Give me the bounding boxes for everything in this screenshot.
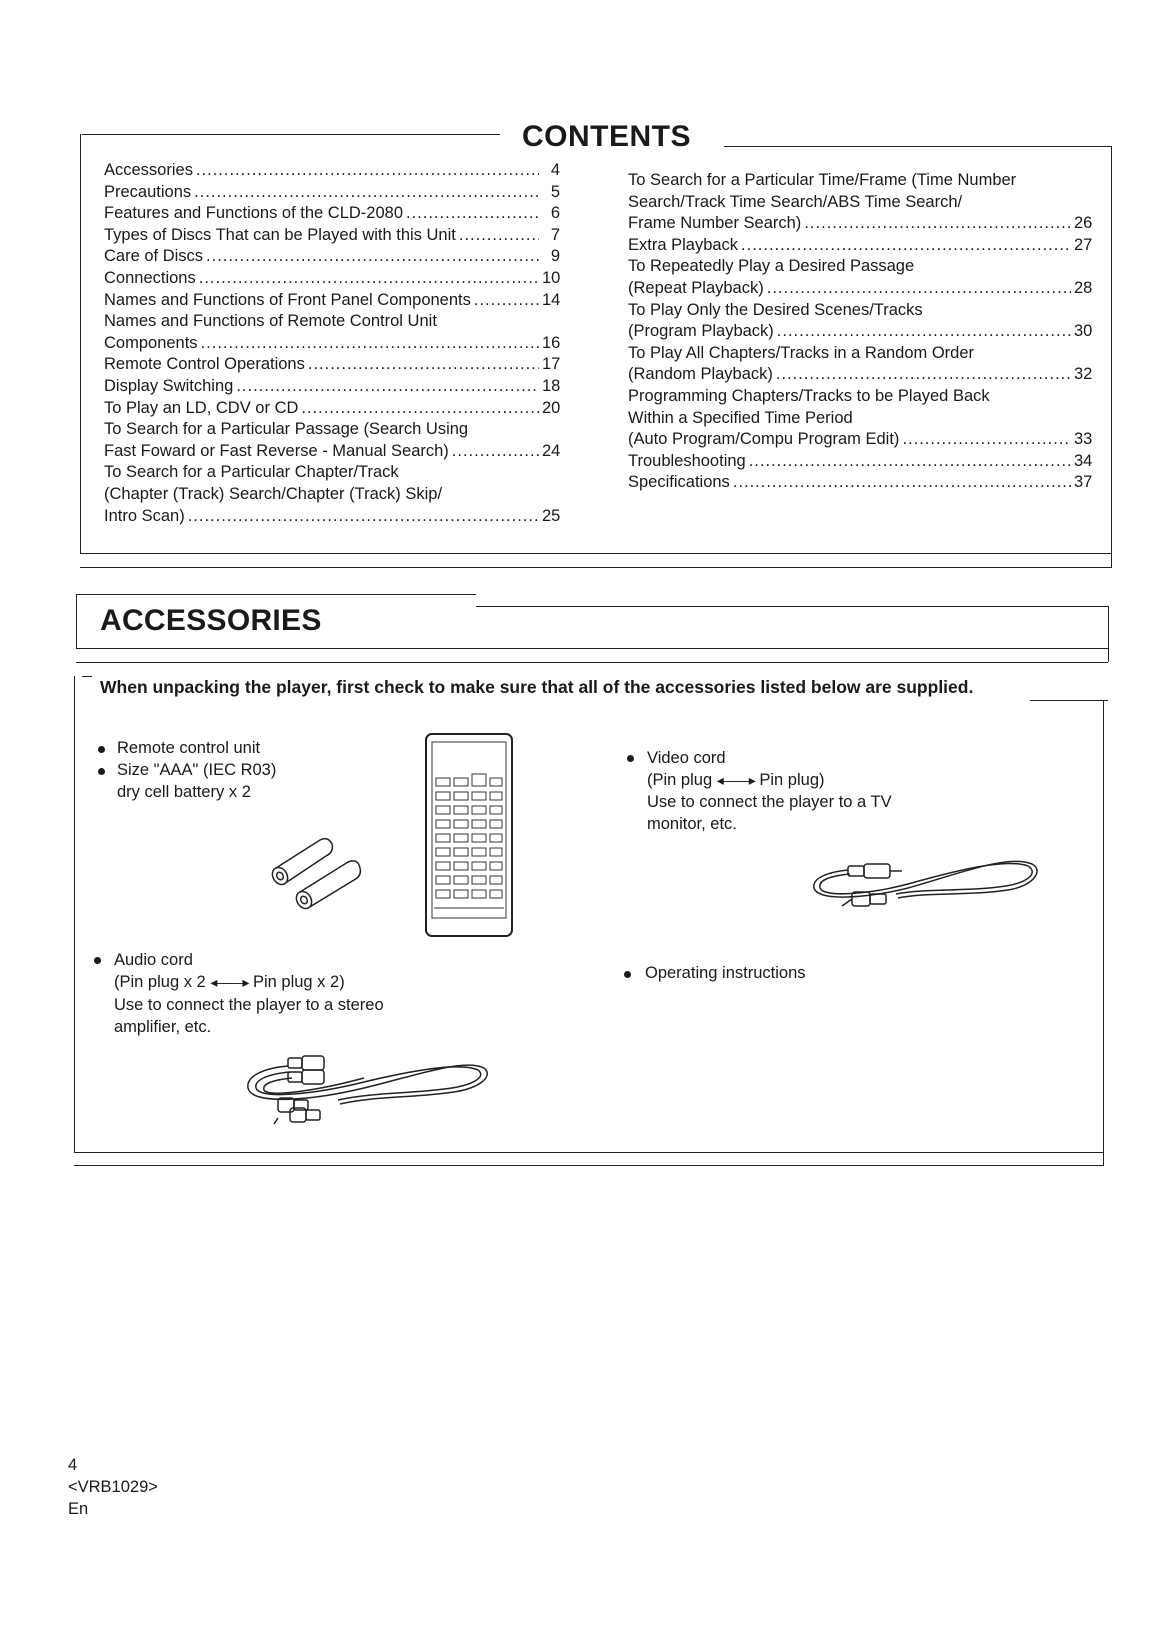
- toc-leader-dots: [902, 429, 1071, 451]
- bullet: [98, 746, 105, 753]
- toc-entry-text: Names and Functions of Remote Control Unit: [104, 312, 437, 331]
- toc-page-number: 10: [542, 268, 561, 287]
- accessories-title: ACCESSORIES: [100, 604, 322, 637]
- toc-entry-text: Troubleshooting: [628, 451, 746, 470]
- video-cord-plugs: [647, 770, 825, 792]
- toc-leader-dots: [236, 376, 539, 398]
- toc-entry: [104, 268, 560, 290]
- toc-page-number: 9: [550, 247, 560, 266]
- toc-page-number: 32: [1074, 365, 1093, 384]
- document-code: <VRB1029>: [68, 1478, 158, 1496]
- toc-right-column: [628, 170, 1092, 494]
- toc-entry: [104, 225, 560, 247]
- bullet: [98, 768, 105, 775]
- toc-entry: [628, 343, 1092, 386]
- toc-leader-dots: [452, 441, 539, 463]
- toc-leader-dots: [733, 472, 1071, 494]
- toc-entry-text: Connections: [104, 268, 196, 287]
- battery-line-1: Size "AAA" (IEC R03): [117, 761, 277, 779]
- toc-entry: [104, 419, 560, 462]
- toc-left-column: [104, 160, 560, 527]
- contents-title: CONTENTS: [516, 120, 697, 154]
- toc-leader-dots: [406, 203, 539, 225]
- language-code: En: [68, 1500, 89, 1518]
- toc-leader-dots: [804, 213, 1071, 235]
- toc-entry-text: (Program Playback): [628, 322, 774, 341]
- remote-control-label: Remote control unit: [117, 739, 261, 757]
- toc-entry-text: To Repeatedly Play a Desired Passage: [628, 257, 915, 276]
- toc-leader-dots: [301, 398, 539, 420]
- toc-entry-text: Remote Control Operations: [104, 355, 305, 374]
- toc-entry-text: Types of Discs That can be Played with this Unit: [104, 225, 456, 244]
- toc-entry-text: (Random Playback): [628, 365, 773, 384]
- contents-frame-top-right: [724, 146, 1112, 147]
- bullet: [94, 957, 101, 964]
- toc-leader-dots: [199, 268, 539, 290]
- accessories-header-bottom-shadow: [76, 662, 1108, 663]
- toc-entry-text: Search/Track Time Search/ABS Time Search/: [628, 192, 963, 211]
- toc-entry-text: Components: [104, 333, 198, 352]
- accessories-header-top: [76, 594, 476, 595]
- toc-page-number: 27: [1074, 235, 1093, 254]
- toc-entry: [104, 160, 560, 182]
- toc-entry: [104, 462, 560, 527]
- toc-entry: [628, 235, 1092, 257]
- page-number: 4: [68, 1456, 78, 1474]
- toc-entry-text: Specifications: [628, 473, 730, 492]
- toc-entry: [104, 398, 560, 420]
- toc-entry-text: To Search for a Particular Passage (Search Using: [104, 420, 469, 439]
- accessories-intro: When unpacking the player, first check to make sure that all of the accessories listed below are supplied.: [100, 677, 974, 697]
- accessories-header-top-right: [476, 606, 1108, 607]
- toc-entry: [628, 451, 1092, 473]
- toc-page-number: 7: [550, 225, 560, 244]
- toc-entry: [104, 203, 560, 225]
- audio-plug-left: (Pin plug x 2: [114, 973, 206, 991]
- video-cord-label: Video cord: [647, 749, 726, 767]
- contents-frame-right: [1111, 146, 1112, 568]
- toc-page-number: 37: [1074, 473, 1093, 492]
- accessories-body-left: [74, 676, 75, 1152]
- bullet: [624, 971, 631, 978]
- accessories-header-bottom: [76, 648, 1108, 649]
- toc-entry-text: (Repeat Playback): [628, 278, 764, 297]
- toc-entry-text: To Search for a Particular Chapter/Track: [104, 463, 399, 482]
- toc-entry-text: Frame Number Search): [628, 214, 802, 233]
- audio-cord-plugs: [114, 972, 345, 994]
- toc-leader-dots: [776, 364, 1071, 386]
- video-cord-desc-2: monitor, etc.: [647, 815, 737, 833]
- toc-leader-dots: [777, 321, 1071, 343]
- toc-entry-text: (Auto Program/Compu Program Edit): [628, 430, 900, 449]
- toc-leader-dots: [741, 235, 1071, 257]
- contents-frame-bottom: [80, 553, 1112, 554]
- accessories-body-bottom-shadow: [74, 1165, 1104, 1166]
- toc-leader-dots: [474, 290, 539, 312]
- toc-entry-text: Accessories: [104, 161, 193, 179]
- toc-entry-text: Display Switching: [104, 376, 234, 395]
- video-cord-illustration: [808, 848, 1044, 918]
- page-footer: [68, 1454, 158, 1520]
- accessories-body-right: [1103, 700, 1104, 1166]
- operating-instructions-label: Operating instructions: [645, 964, 806, 982]
- toc-leader-dots: [749, 451, 1071, 473]
- video-plug-left: (Pin plug: [647, 771, 713, 789]
- audio-plug-right: Pin plug x 2): [252, 973, 345, 991]
- toc-page-number: 33: [1074, 430, 1093, 449]
- remote-control-illustration: [424, 732, 514, 938]
- toc-entry-text: To Play All Chapters/Tracks in a Random Order: [628, 343, 975, 362]
- toc-page-number: 18: [542, 376, 561, 395]
- toc-entry: [628, 300, 1092, 343]
- video-plug-right: Pin plug): [759, 771, 825, 789]
- toc-page-number: 25: [542, 506, 561, 525]
- toc-entry-text: (Chapter (Track) Search/Chapter (Track) Skip/: [104, 484, 443, 503]
- toc-entry: [628, 256, 1092, 299]
- accessories-body-tick: [82, 676, 92, 677]
- toc-entry-text: Features and Functions of the CLD-2080: [104, 204, 404, 223]
- toc-leader-dots: [194, 182, 539, 204]
- accessories-body-top-right: [1030, 700, 1108, 701]
- double-arrow-icon: ◂——▸: [716, 772, 755, 788]
- toc-entry: [104, 311, 560, 354]
- accessories-header-left: [76, 594, 77, 648]
- audio-cord-illustration: [244, 1048, 494, 1128]
- bullet: [627, 755, 634, 762]
- toc-entry: [628, 472, 1092, 494]
- toc-page-number: 5: [550, 182, 560, 201]
- toc-leader-dots: [188, 506, 539, 528]
- toc-entry-text: Fast Foward or Fast Reverse - Manual Search): [104, 441, 449, 460]
- double-arrow-icon: ◂——▸: [210, 974, 249, 990]
- toc-page-number: 26: [1074, 214, 1093, 233]
- toc-leader-dots: [196, 160, 539, 182]
- toc-entry: [104, 246, 560, 268]
- toc-entry-text: Care of Discs: [104, 247, 204, 266]
- contents-frame-top-left: [82, 134, 500, 135]
- toc-leader-dots: [201, 333, 539, 355]
- toc-entry: [104, 290, 560, 312]
- contents-frame-left: [80, 134, 81, 554]
- toc-entry-text: Intro Scan): [104, 506, 185, 525]
- toc-page-number: 28: [1074, 278, 1093, 297]
- toc-leader-dots: [308, 354, 539, 376]
- toc-page-number: 20: [542, 398, 561, 417]
- toc-leader-dots: [767, 278, 1071, 300]
- accessories-header-right: [1108, 606, 1109, 662]
- video-cord-desc-1: Use to connect the player to a TV: [647, 793, 892, 811]
- audio-cord-desc-2: amplifier, etc.: [114, 1018, 212, 1036]
- accessories-body-bottom: [74, 1152, 1104, 1153]
- audio-cord-desc-1: Use to connect the player to a stereo: [114, 996, 384, 1014]
- toc-page-number: 34: [1074, 451, 1093, 470]
- toc-page-number: 30: [1074, 322, 1093, 341]
- toc-page-number: 4: [550, 161, 560, 179]
- toc-leader-dots: [206, 246, 539, 268]
- toc-entry-text: Names and Functions of Front Panel Components: [104, 290, 471, 309]
- toc-leader-dots: [459, 225, 539, 247]
- toc-entry: [628, 386, 1092, 451]
- toc-entry-text: To Play an LD, CDV or CD: [104, 398, 299, 417]
- toc-entry: [104, 376, 560, 398]
- toc-entry-text: Within a Specified Time Period: [628, 408, 853, 427]
- toc-page-number: 14: [542, 290, 561, 309]
- contents-frame-bottom-shadow: [80, 567, 1112, 568]
- toc-entry-text: Programming Chapters/Tracks to be Played Back: [628, 386, 990, 405]
- toc-entry-text: Precautions: [104, 182, 192, 201]
- battery-line-2: dry cell battery x 2: [117, 783, 251, 801]
- toc-entry: [104, 354, 560, 376]
- audio-cord-label: Audio cord: [114, 951, 193, 969]
- toc-page-number: 17: [542, 355, 561, 374]
- battery-illustration: [268, 836, 374, 926]
- toc-entry: [104, 182, 560, 204]
- toc-entry-text: To Search for a Particular Time/Frame (Time Number: [628, 171, 1017, 189]
- toc-entry: [628, 170, 1092, 235]
- toc-entry-text: To Play Only the Desired Scenes/Tracks: [628, 300, 923, 319]
- toc-page-number: 24: [542, 441, 561, 460]
- toc-entry-text: Extra Playback: [628, 235, 739, 254]
- toc-page-number: 16: [542, 333, 561, 352]
- toc-page-number: 6: [550, 204, 560, 223]
